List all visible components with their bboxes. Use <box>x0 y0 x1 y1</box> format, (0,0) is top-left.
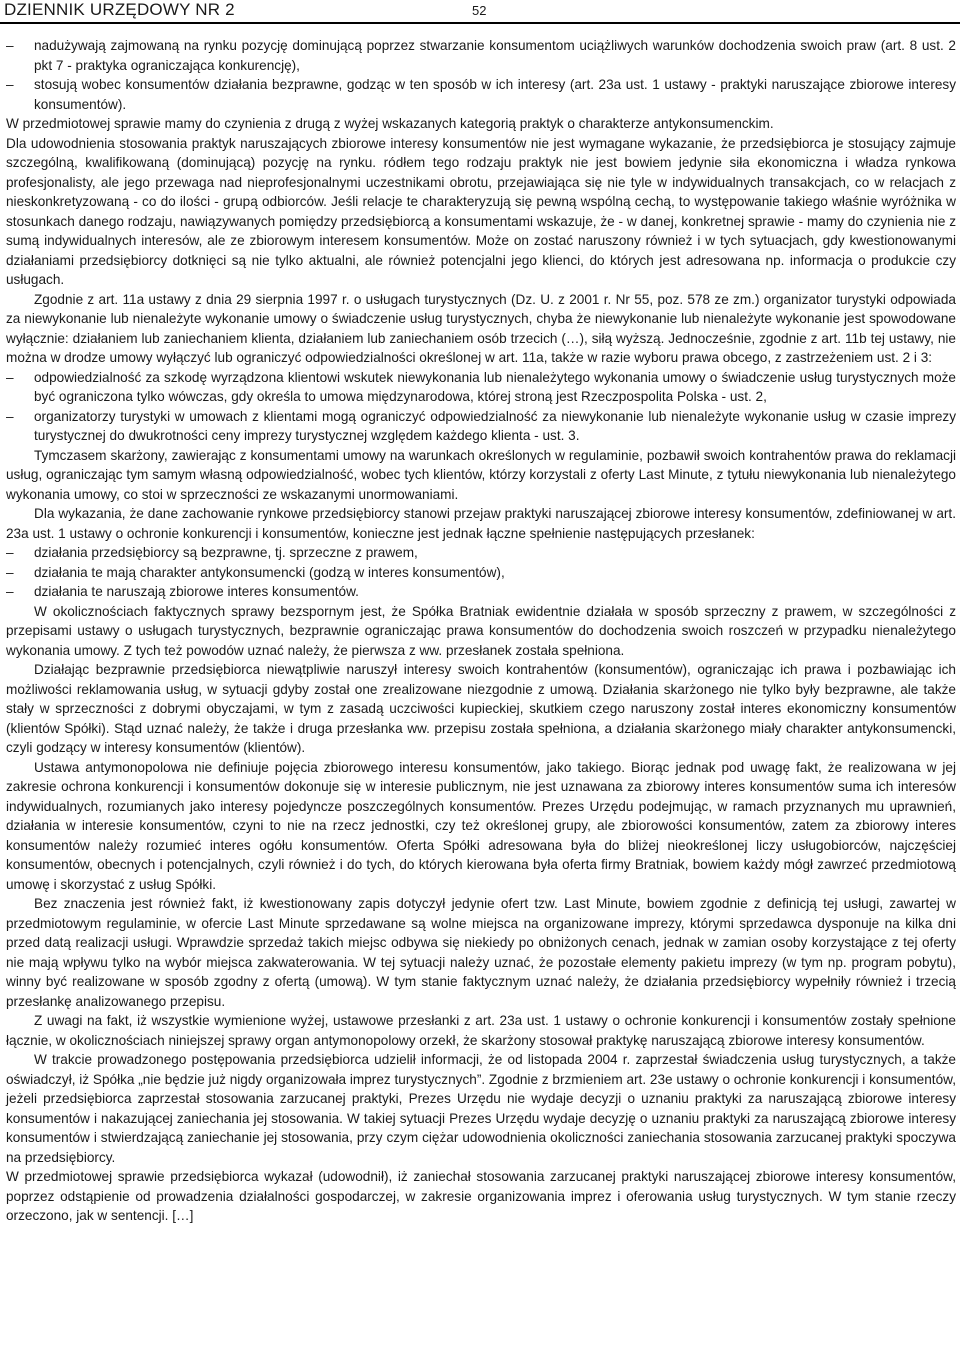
paragraph: Działając bezprawnie przedsiębiorca niewątpliwie naruszył interesy swoich kontrahentów (konsumentów), ograniczając ich prawa i pozbawiając ich możliwości reklamowania usług, w sytuacji gdyby został one zrealizowane niezgodnie z umową. Działania skarżonego nie tylko były bezprawne, ale także stały w sprzeczności z dobrymi obyczajami, w tym z zasadą uczciwości kupieckiej, skutkiem czego naruszony został interes ekonomiczny konsumentów (klientów Spółki). Stąd uznać należy, że także i druga przesłanka ww. przepisu została spełniona, a działania skarżonego miały charakter antykonsumencki, czyli godzący w interesy konsumentów (klientów). <box>6 662 956 755</box>
list-item-text: organizatorzy turystyki w umowach z klientami mogą ograniczyć odpowiedzialność za niewykonanie lub nienależyte wykonanie usług w czasie imprezy turystycznej do dwukrotności ceny imprezy turystycznej względem każdego klienta - ust. 3. <box>34 408 956 443</box>
paragraph: W przedmiotowej sprawie przedsiębiorca wykazał (udowodnił), iż zaniechał stosowania zarzucanej praktyki naruszającej zbiorowe interesy konsumentów, poprzez odstąpienie od prowadzenia działalności gospodarczej, w zakresie organizowania imprez i oferowania usług turystycznych. W tym stanie rzeczy orzeczono, jak w sentencji. […] <box>6 1169 956 1223</box>
paragraph: Dla wykazania, że dane zachowanie rynkowe przedsiębiorcy stanowi przejaw praktyki naruszającej zbiorowe interesy konsumentów, zdefiniowanej w art. 23a ust. 1 ustawy o ochronie konkurencji i konsumentów, konieczne jest jednak łączne spełnienie następujących przesłanek: <box>6 506 956 541</box>
dash-bullet: – <box>6 564 14 580</box>
list-item-text: nadużywają zajmowaną na rynku pozycję dominującą poprzez stwarzanie konsumentom uciążliwych warunków dochodzenia swoich praw (art. 8 ust. 2 pkt 7 - praktyka ograniczająca konkurencję), <box>34 38 956 73</box>
page-header <box>0 0 960 24</box>
paragraph: W przedmiotowej sprawie mamy do czynienia z drugą z wyżej wskazanych kategorią praktyk o charakterze antykonsumenckim. <box>6 116 774 131</box>
list-item <box>6 543 956 563</box>
list-item-text: działania przedsiębiorcy są bezprawne, tj. sprzeczne z prawem, <box>34 545 418 560</box>
list-item-text: odpowiedzialność za szkodę wyrządzona klientowi wskutek niewykonania lub nienależytego wykonania umowy o świadczenie usług turystycznych może być ograniczona tylko wówczas, gdy określa to umowa międzynarodowa, której stroną jest Rzeczpospolita Polska - ust. 2, <box>34 369 956 404</box>
paragraph: Z uwagi na fakt, iż wszystkie wymienione wyżej, ustawowe przesłanki z art. 23a ust. 1 ustawy o ochronie konkurencji i konsumentów zostały spełnione łącznie, w okolicznościach niniejszej sprawy organ antymonopolowy orzekł, że skarżony stosował praktykę naruszającą zbiorowe interesy konsumentów. <box>6 1013 956 1048</box>
paragraph: Bez znaczenia jest również fakt, iż kwestionowany zapis dotyczył jedynie ofert tzw. Last Minute, bowiem zgodnie z definicją tej usługi, zawartej w przedmiotowym regulaminie, w ofercie Last Minute sprzedawane są wolne miejsca na organizowane imprezy, którymi sprzedawca dysponuje na kilka dni przed datą realizacji usługi. Wprawdzie sprzedaż takich miejsc odbywa się niekiedy po obniżonych cenach, jednak w zamian osoby korzystające z tej oferty nie mają wpływu tylko na wybór miejsca zakwaterowania. W tej sytuacji należy uznać, że pozostałe elementy pakietu imprezy (w tym np. program pobytu), winny być realizowane w sposób zgodny z ofertą (umową). W tym stanie faktycznym uznać należy, że działania przedsiębiorcy wypełniły również i trzecią przesłankę analizowanego przepisu. <box>6 896 956 1009</box>
dash-bullet: – <box>6 369 14 385</box>
paragraph: Tymczasem skarżony, zawierając z konsumentami umowy na warunkach określonych w regulaminie, pozbawił swoich kontrahentów prawa do reklamacji usług, ograniczając tym samym własną odpowiedzialność, wobec tych klientów, którzy korzystali z oferty Last Minute, z tytułu niewykonania lub nienależytego wykonania umowy, co stoi w sprzeczności ze wskazanymi unormowaniami. <box>6 447 956 502</box>
dash-bullet: – <box>6 584 14 599</box>
document-body <box>6 36 956 1226</box>
paragraph: Ustawa antymonopolowa nie definiuje pojęcia zbiorowego interesu konsumentów, jako takiego. Biorąc jednak pod uwagę fakt, że realizowana w jej zakresie ochrona konkurencji i konsumentów dokonuje się w interesie publicznym, nie jest uznawana za zbiorowy interes konsumentów suma ich interesów indywidualnych, rozumianych jako interesy pojedyncze poszczególnych konsumentów. Prezes Urzędu podejmując, w ramach przyznanych mu uprawnień, działania w interesie konsumentów, czyni to nie na rzecz jednostki, czy też określonej grupy, ale zbiorowości konsumentów, zatem za zbiorowy interes konsumentów należy rozumieć interes ogółu konsumentów. Oferta Spółki adresowana była do bliżej nieokreślonej liczy usługobiorców, najczęściej konsumentów, obecnych i potencjalnych, czyli również i do tych, do których kierowana była oferta firmy Bratniak, bowiem każdy mógł zawrzeć przedmiotową umowę i skorzystać z usług Spółki. <box>6 759 956 892</box>
list-item <box>6 582 956 602</box>
dash-bullet: – <box>6 408 14 424</box>
dash-bullet: – <box>6 77 14 92</box>
list-item-text: działania te mają charakter antykonsumencki (godzą w interes konsumentów), <box>34 564 505 580</box>
list-item <box>6 563 956 583</box>
list-item-text: stosują wobec konsumentów działania bezprawne, godząc w ten sposób w ich interesy (art. 23a ust. 1 ustawy - praktyki naruszające zbiorowe interesy konsumentów). <box>34 77 956 112</box>
paragraph: W trakcie prowadzonego postępowania przedsiębiorca udzielił informacji, że od listopada 2004 r. zaprzestał świadczenia usług turystycznych, a także oświadczył, iż Spółka „nie będzie już nigdy organizowała imprez turystycznych”. Zgodnie z brzmieniem art. 23e ustawy o ochronie konkurencji i konsumentów, jeżeli przedsiębiorca zaprzestał stosowania zarzucanej praktyki, Prezes Urzędu nie wydaje decyzji o uznaniu praktyki za naruszającą zbiorowe interesy konsumentów i nakazującej zaniechania jej stosowania. W takiej sytuacji Prezes Urzędu wydaje decyzję o uznaniu praktyki za naruszającą zbiorowe interesy konsumentów i stwierdzającą zaniechanie jej stosowania, przy czym ciężar udowodnienia okoliczności zaniechania stosowania zarzucanej praktyki spoczywa na przedsiębiorcy. <box>6 1052 956 1165</box>
paragraph: W okolicznościach faktycznych sprawy bezspornym jest, że Spółka Bratniak ewidentnie działała w sposób sprzeczny z prawem, w szczególności z przepisami ustawy o usługach turystycznych, bezprawnie ograniczając prawa konsumentów do dochodzenia swoich roszczeń w przypadku nienależytego wykonania umowy. Z tych też powodów uznać należy, że pierwsza z ww. przesłanek została spełniona. <box>6 603 956 658</box>
dash-bullet: – <box>6 38 14 53</box>
list-item-text: działania te naruszają zbiorowe interes konsumentów. <box>34 584 359 599</box>
dash-bullet: – <box>6 545 14 560</box>
list-item <box>6 368 956 407</box>
journal-title: DZIENNIK URZĘDOWY NR 2 <box>4 0 235 19</box>
paragraph: Dla udowodnienia stosowania praktyk naruszających zbiorowe interesy konsumentów nie jest wymagane wykazanie, że przedsiębiorca je stosujący zajmuje szczególną, kwalifikowaną (dominującą) pozycję na rynku. ródłem tego rodzaju praktyk nie jest bowiem jedynie siła ekonomiczna i władza rynkowa profesjonalisty, ale jego przewaga nad nieprofesjonalnymi uczestnikami obrotu, przejawiająca się nie tyle w indywidualnych transakcjach, co w relacjach z nieskonkretyzowaną - co do ilości - grupą odbiorców. Jeśli relacje te charakteryzują się pewną wspólną cechą, to występowanie takiego właśnie wyróżnika w stosunkach danego rodzaju, nawiązywanych pomiędzy przedsiębiorcą a konsumentami wskazuje, że - w danej, konkretnej sprawie - mamy do czynienia nie z sumą indywidualnych interesów, ale ze zbiorowym interesem konsumentów. Może on zostać naruszony również i w tych sytuacjach, gdy kwestionowanymi działaniami przedsiębiorcy dotknięci są nie tylko aktualni, ale również potencjalni jego klienci, do których jest adresowana np. informacja o produkcie czy usługach. <box>6 135 956 287</box>
list-item <box>6 75 956 114</box>
list-item <box>6 407 956 446</box>
page-number: 52 <box>472 3 487 18</box>
list-item <box>6 36 956 75</box>
paragraph: Zgodnie z art. 11a ustawy z dnia 29 sierpnia 1997 r. o usługach turystycznych (Dz. U. z 2001 r. Nr 55, poz. 578 ze zm.) organizator turystyki odpowiada za niewykonanie lub nienależyte wykonanie umowy o świadczenie usług turystycznych, chyba że niewykonanie lub nienależyte wykonanie jest spowodowane wyłącznie: działaniem lub zaniechaniem klienta, działaniem lub zaniechaniem osób trzecich (…), siłą wyższą. Jednocześnie, zgodnie z art. 11b tej ustawy, nie można w drodze umowy wyłączyć lub ograniczyć odpowiedzialności określonej w art. 11a, także w razie wyboru prawa obcego, z zastrzeżeniem ust. 2 i 3: <box>6 291 956 365</box>
